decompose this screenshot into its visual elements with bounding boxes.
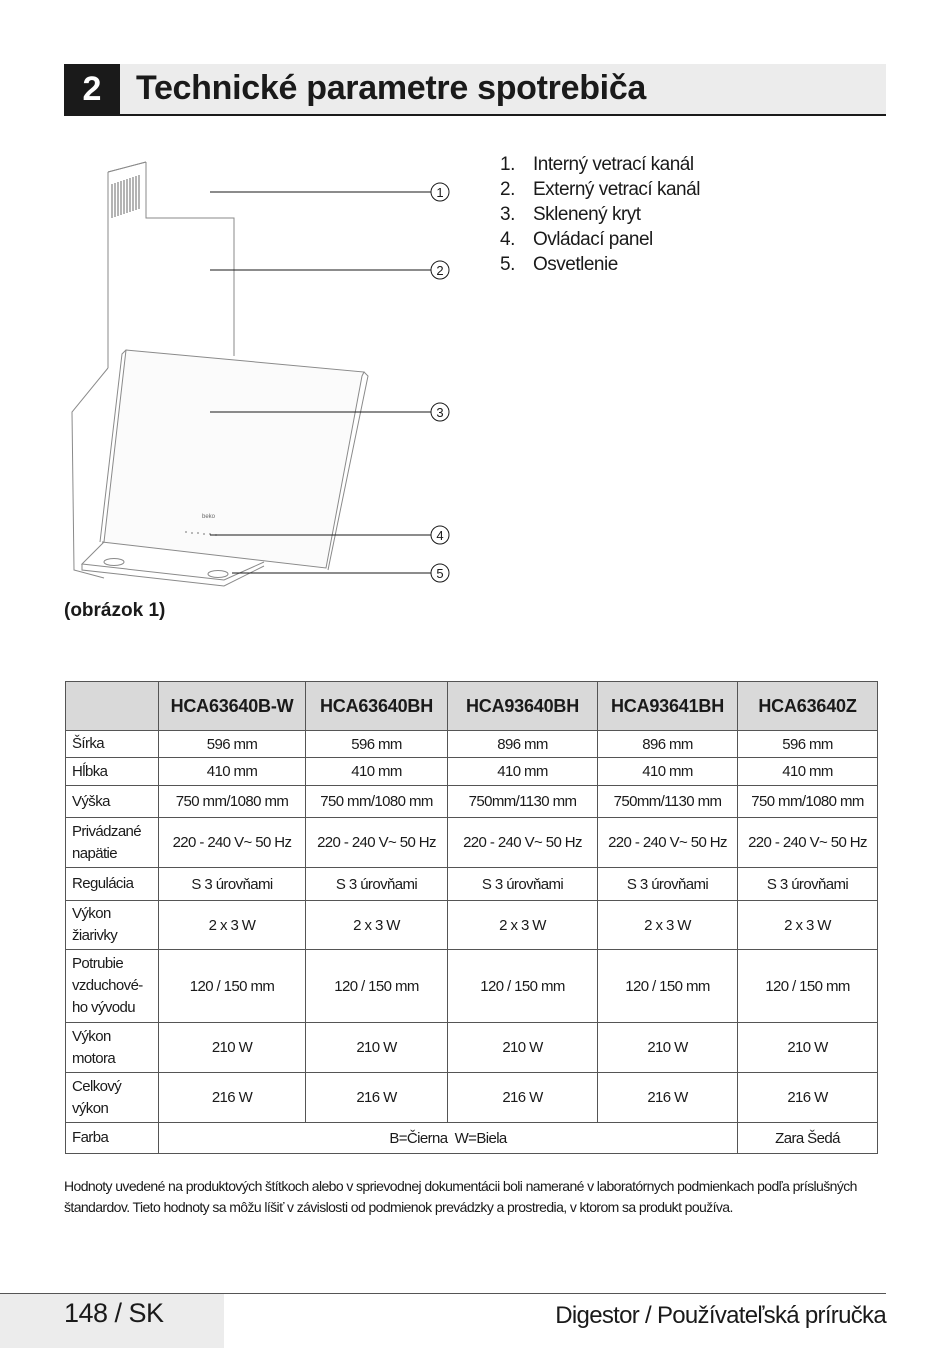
- table-cell: S 3 úrovňami: [306, 868, 448, 901]
- section-title: Technické parametre spotrebiča: [136, 69, 647, 107]
- table-cell: 2 x 3 W: [598, 901, 738, 950]
- row-label: Potrubie vzduchové-ho vývodu: [66, 950, 159, 1023]
- table-cell: 216 W: [598, 1073, 738, 1123]
- table-cell: 410 mm: [738, 758, 878, 786]
- section-header: [64, 64, 886, 116]
- table-cell: 220 - 240 V~ 50 Hz: [598, 818, 738, 868]
- table-row: [66, 868, 878, 901]
- table-cell: 120 / 150 mm: [448, 950, 598, 1023]
- table-cell: S 3 úrovňami: [448, 868, 598, 901]
- table-cell: 410 mm: [598, 758, 738, 786]
- row-label: Celkový výkon: [66, 1073, 159, 1123]
- footer-title: Digestor / Používateľská príručka: [555, 1302, 886, 1329]
- row-label: Hĺbka: [66, 758, 159, 786]
- table-cell: 750mm/1130 mm: [598, 786, 738, 818]
- table-row: [66, 818, 878, 868]
- row-label: Výkon žiarivky: [66, 901, 159, 950]
- table-cell: 220 - 240 V~ 50 Hz: [448, 818, 598, 868]
- callout-3: 3: [436, 405, 444, 420]
- table-cell: 220 - 240 V~ 50 Hz: [738, 818, 878, 868]
- table-cell: 210 W: [306, 1023, 448, 1073]
- column-header: HCA63640B-W: [159, 682, 306, 731]
- callout-4: 4: [436, 528, 444, 543]
- spec-table: [65, 681, 878, 1154]
- table-cell: 750 mm/1080 mm: [306, 786, 448, 818]
- table-cell: 2 x 3 W: [306, 901, 448, 950]
- figure-caption: (obrázok 1): [64, 600, 166, 621]
- table-cell: Zara Šedá: [738, 1123, 878, 1154]
- table-cell: 120 / 150 mm: [159, 950, 306, 1023]
- table-cell: 596 mm: [306, 731, 448, 758]
- list-item: 1. Interný vetrací kanál: [500, 154, 694, 175]
- callout-2: 2: [436, 263, 444, 278]
- parts-list: [500, 152, 700, 277]
- callout-1: 1: [436, 185, 444, 200]
- column-header: HCA93640BH: [448, 682, 598, 731]
- table-cell: 216 W: [159, 1073, 306, 1123]
- table-cell: 220 - 240 V~ 50 Hz: [306, 818, 448, 868]
- internal-duct: [108, 162, 146, 172]
- table-row: [66, 950, 878, 1023]
- column-header: HCA63640Z: [738, 682, 878, 731]
- table-cell: S 3 úrovňami: [598, 868, 738, 901]
- table-cell: 410 mm: [448, 758, 598, 786]
- hood-diagram: [64, 150, 464, 600]
- row-label: Šírka: [66, 731, 159, 758]
- table-cell: 210 W: [598, 1023, 738, 1073]
- section-number: 2: [64, 64, 120, 114]
- table-cell: 210 W: [738, 1023, 878, 1073]
- column-header: HCA93641BH: [598, 682, 738, 731]
- row-label: Privádzané napätie: [66, 818, 159, 868]
- table-cell: 216 W: [306, 1073, 448, 1123]
- table-cell: 750 mm/1080 mm: [738, 786, 878, 818]
- table-cell: 120 / 150 mm: [738, 950, 878, 1023]
- table-cell: 2 x 3 W: [738, 901, 878, 950]
- table-cell: 896 mm: [598, 731, 738, 758]
- table-cell: 220 - 240 V~ 50 Hz: [159, 818, 306, 868]
- row-label: Výkon motora: [66, 1023, 159, 1073]
- table-cell: 2 x 3 W: [159, 901, 306, 950]
- table-cell: 596 mm: [159, 731, 306, 758]
- light-left: [104, 559, 124, 566]
- table-row: [66, 786, 878, 818]
- callout-5: 5: [436, 566, 444, 581]
- row-label: Výška: [66, 786, 159, 818]
- table-cell: 596 mm: [738, 731, 878, 758]
- column-header: [66, 682, 159, 731]
- external-duct: [146, 162, 234, 356]
- page-number: 148 / SK: [64, 1298, 164, 1328]
- table-cell: 210 W: [159, 1023, 306, 1073]
- table-cell: 120 / 150 mm: [598, 950, 738, 1023]
- table-cell-merged: B=Čierna W=Biela: [159, 1123, 738, 1154]
- table-cell: S 3 úrovňami: [159, 868, 306, 901]
- table-header-row: [66, 682, 878, 731]
- table-cell: 750mm/1130 mm: [448, 786, 598, 818]
- table-cell: 410 mm: [159, 758, 306, 786]
- brand-mark: beko: [202, 514, 216, 520]
- table-cell: 120 / 150 mm: [306, 950, 448, 1023]
- footnote: Hodnoty uvedené na produktových štítkoch alebo v sprievodnej dokumentácii boli namerané v laboratórnych podmienkach podľa príslušných štandardov. Tieto hodnoty sa môžu líšiť v závislosti od podmienok prevádzky a prostredia, v ktorom sa produkt používa.: [64, 1178, 857, 1215]
- table-cell: 410 mm: [306, 758, 448, 786]
- table-cell: 750 mm/1080 mm: [159, 786, 306, 818]
- list-item: 3. Sklenený kryt: [500, 204, 641, 225]
- table-cell: 2 x 3 W: [448, 901, 598, 950]
- table-cell: 216 W: [448, 1073, 598, 1123]
- table-cell: 210 W: [448, 1023, 598, 1073]
- table-row: [66, 1023, 878, 1073]
- light-right: [208, 571, 228, 578]
- table-row: [66, 1123, 878, 1154]
- row-label: Regulácia: [66, 868, 159, 901]
- list-item: 2. Externý vetrací kanál: [500, 179, 700, 200]
- row-label: Farba: [66, 1123, 159, 1154]
- table-row: [66, 731, 878, 758]
- table-row: [66, 758, 878, 786]
- table-cell: 216 W: [738, 1073, 878, 1123]
- column-header: HCA63640BH: [306, 682, 448, 731]
- list-item: 4. Ovládací panel: [500, 229, 653, 250]
- table-row: [66, 901, 878, 950]
- table-row: [66, 1073, 878, 1123]
- table-cell: 896 mm: [448, 731, 598, 758]
- vent-slots: [112, 175, 139, 218]
- table-cell: S 3 úrovňami: [738, 868, 878, 901]
- list-item: 5. Osvetlenie: [500, 254, 618, 275]
